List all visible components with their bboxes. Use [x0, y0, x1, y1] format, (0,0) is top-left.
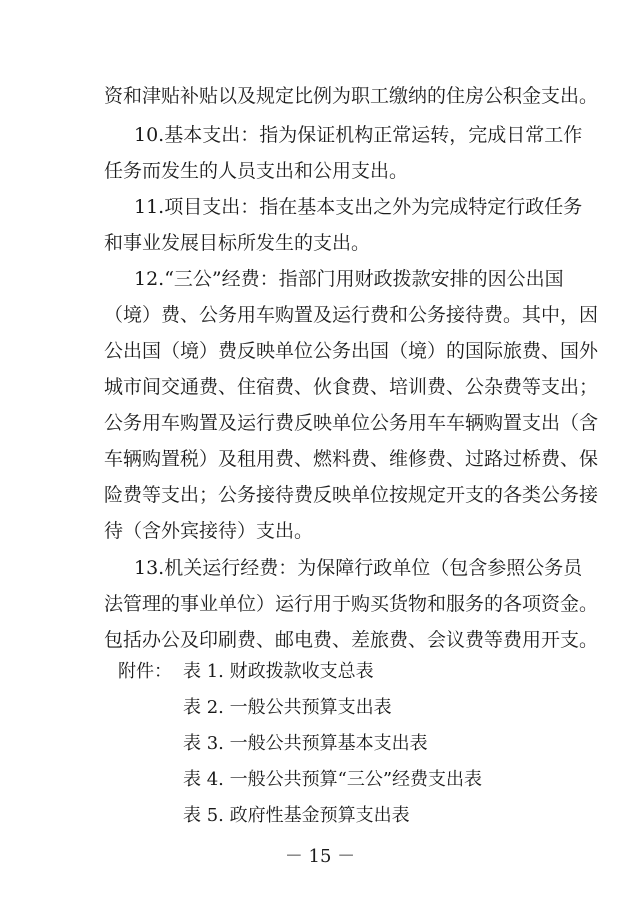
body-text-line: 城市间交通费、住宿费、伙食费、培训费、公杂费等支出； [104, 376, 599, 398]
body-text-line: 10.基本支出：指为保证机构正常运转，完成日常工作 [134, 124, 583, 146]
body-text-line: 12.“三公”经费：指部门用财政拨款安排的因公出国 [134, 268, 564, 290]
body-text-line: 待（含外宾接待）支出。 [104, 520, 314, 542]
body-text-line: 13.机关运行经费：为保障行政单位（包含参照公务员 [134, 557, 583, 579]
body-text-line: 包括办公及印刷费、邮电费、差旅费、会议费等费用开支。 [104, 629, 599, 651]
attachment-item: 表 3. 一般公共预算基本支出表 [183, 733, 428, 754]
attachment-item: 表 5. 政府性基金预算支出表 [183, 805, 410, 826]
body-text-line: 资和津贴补贴以及规定比例为职工缴纳的住房公积金支出。 [104, 85, 599, 107]
page-number: － 15 － [284, 846, 356, 867]
body-text-line: 和事业发展目标所发生的支出。 [104, 232, 371, 254]
body-text-line: 任务而发生的人员支出和公用支出。 [104, 160, 409, 182]
attachment-item: 表 2. 一般公共预算支出表 [183, 697, 392, 718]
body-text-line: 法管理的事业单位）运行用于购买货物和服务的各项资金。 [104, 593, 599, 615]
body-text-line: 险费等支出；公务接待费反映单位按规定开支的各类公务接 [104, 484, 599, 506]
attachment-item: 表 4. 一般公共预算“三公”经费支出表 [183, 769, 483, 790]
body-text-line: （境）费、公务用车购置及运行费和公务接待费。其中，因 [104, 304, 599, 326]
attachment-item: 表 1. 财政拨款收支总表 [183, 661, 374, 682]
body-text-line: 11.项目支出：指在基本支出之外为完成特定行政任务 [134, 196, 583, 218]
attachments-label: 附件： [118, 661, 172, 682]
body-text-line: 公出国（境）费反映单位公务出国（境）的国际旅费、国外 [104, 340, 599, 362]
body-text-line: 公务用车购置及运行费反映单位公务用车车辆购置支出（含 [104, 412, 599, 434]
body-text-line: 车辆购置税）及租用费、燃料费、维修费、过路过桥费、保 [104, 448, 599, 470]
